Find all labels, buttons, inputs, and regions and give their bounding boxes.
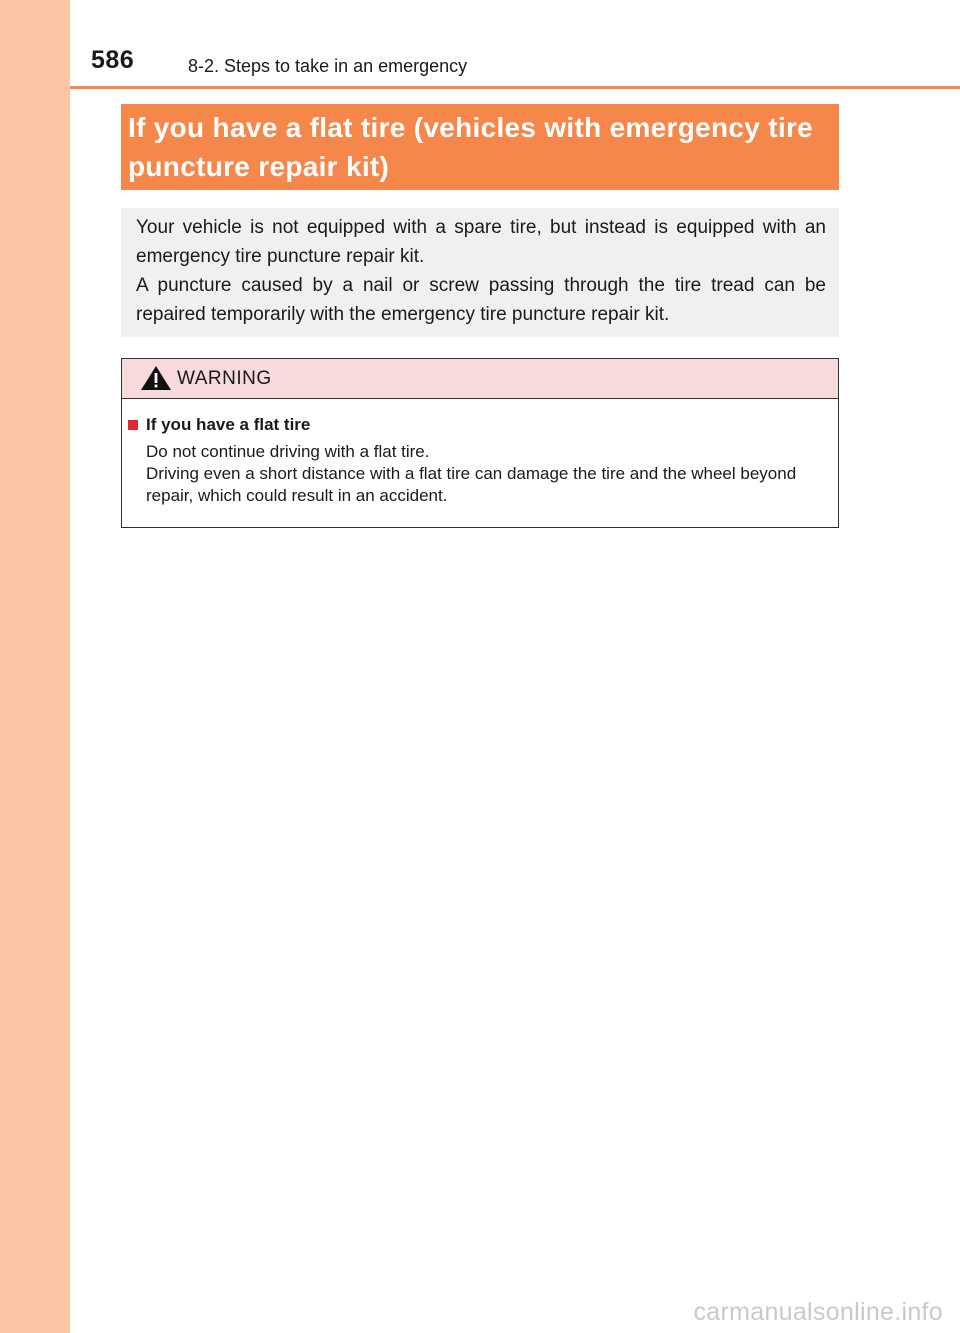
warning-line-2: Driving even a short distance with a flat tire can damage the tire and the wheel beyond repair, which could result in an accident. [146, 464, 797, 505]
page-number: 586 [91, 46, 135, 74]
intro-box [121, 208, 839, 337]
warning-body [122, 399, 838, 507]
square-bullet-icon [128, 420, 138, 430]
section-label: 8-2. Steps to take in an emergency [188, 56, 468, 76]
warning-triangle-icon [140, 365, 172, 391]
section-title-box [121, 104, 839, 190]
page-header [70, 0, 960, 86]
warning-box [121, 358, 839, 528]
watermark: carmanualsonline.info [693, 1298, 943, 1326]
intro-paragraph-2: A puncture caused by a nail or screw passing through the tire tread can be repaired temporarily with the emergency tire puncture repair kit. [136, 275, 826, 325]
warning-label: WARNING [177, 368, 272, 389]
header-divider [70, 86, 960, 89]
warning-text [146, 441, 826, 507]
warning-item-title [128, 415, 826, 435]
section-title-line2: puncture repair kit) [128, 151, 390, 182]
warning-line-1: Do not continue driving with a flat tire. [146, 442, 430, 461]
warning-item-title-text: If you have a flat tire [146, 415, 311, 434]
intro-paragraph-1: Your vehicle is not equipped with a spare tire, but instead is equipped with an emergency tire puncture repair kit. [136, 217, 826, 267]
side-tab-strip [0, 0, 70, 1333]
section-title-line1: If you have a flat tire (vehicles with emergency tire [128, 112, 814, 143]
section-title [128, 108, 831, 186]
warning-header [122, 359, 838, 399]
